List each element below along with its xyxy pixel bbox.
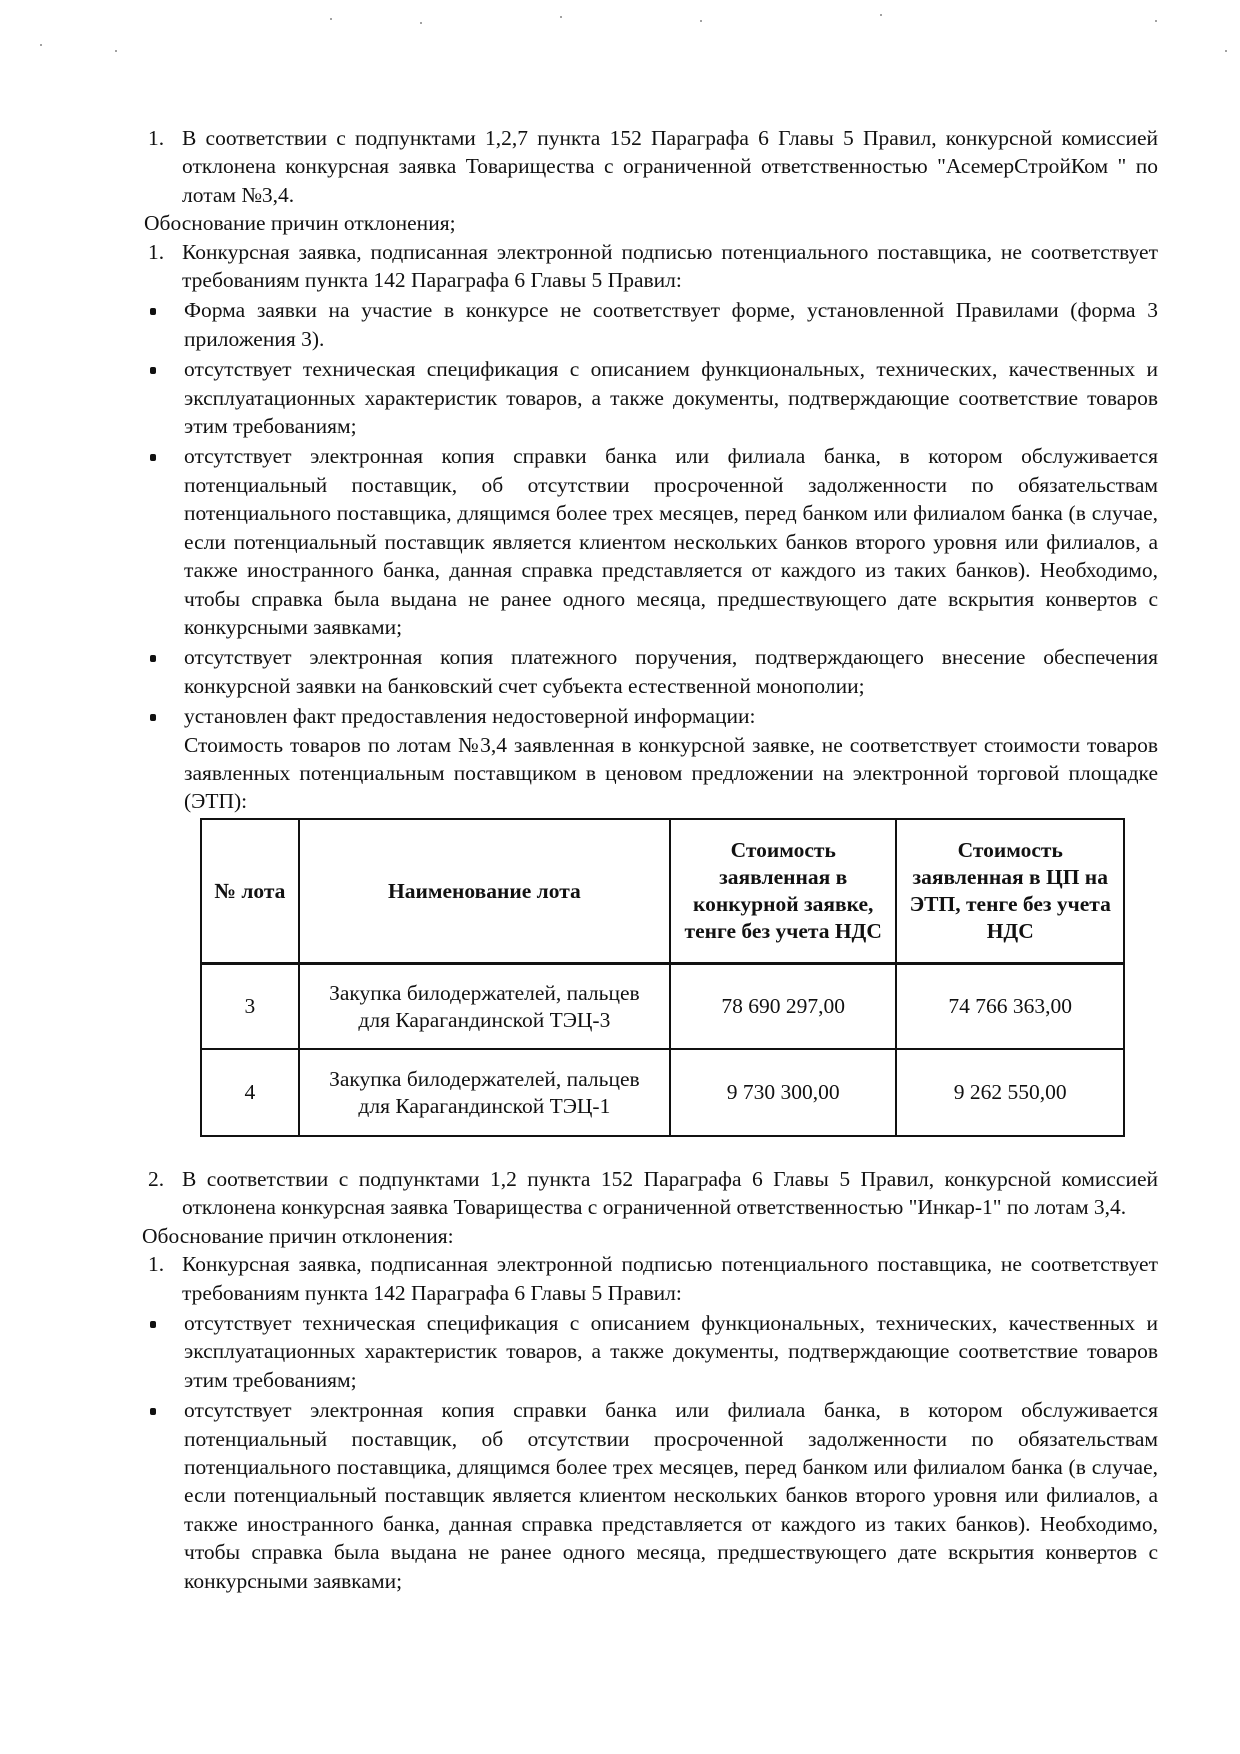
- scan-noise: [700, 20, 702, 22]
- section-1-grounds-heading: Обоснование причин отклонения;: [144, 211, 456, 236]
- section-1-number: 1.: [148, 126, 165, 150]
- bullet-text: отсутствует техническая спецификация с описанием функциональных, технических, качественных и эксплуатационных характеристик товаров, а также документы, подтверждающие соответствие товаров этим требованиям;: [184, 357, 1158, 439]
- cell-etp-cost: 74 766 363,00: [896, 964, 1124, 1050]
- cell-etp-cost: 9 262 550,00: [896, 1049, 1124, 1136]
- section-2-reason-text: Конкурсная заявка, подписанная электронной подписью потенциального поставщика, не соответствует требованиям пункта 142 Параграфа 6 Главы 5 Правил:: [182, 1252, 1158, 1305]
- bullet-text: отсутствует техническая спецификация с описанием функциональных, технических, качественных и эксплуатационных характеристик товаров, а также документы, подтверждающие соответствие товаров этим требованиям;: [184, 1311, 1158, 1392]
- section-2-bullet: [148, 1396, 1158, 1595]
- bullet-icon: [150, 1408, 156, 1415]
- bullet-text: отсутствует электронная копия справки банка или филиала банка, в котором обслуживается потенциальный поставщик, об отсутствии просроченной задолженности по обязательствам потенциального поставщика, длящимся более трех месяцев, перед банком или филиалом банка (в случае, если потенциальный поставщик является клиентом нескольких банков второго уровня или филиалов, а также иностранного банка, данная справка представляется от каждого из таких банков). Необходимо, чтобы справка была выдана не ранее одного месяца, предшествующего дате вскрытия конвертов с конкурсными заявками;: [184, 444, 1158, 639]
- header-etp-cost: Стоимость заявленная в ЦП на ЭТП, тенге без учета НДС: [896, 819, 1124, 964]
- section-1-discrepancy: [148, 731, 1158, 816]
- cell-bid-cost: 9 730 300,00: [670, 1049, 897, 1136]
- bullet-text: Форма заявки на участие в конкурсе не соответствует форме, установленной Правилами (форма 3 приложения 3).: [184, 298, 1158, 351]
- bullet-text: установлен факт предоставления недостоверной информации:: [184, 704, 756, 729]
- section-1: [144, 124, 1158, 816]
- bullet-text: отсутствует электронная копия справки банка или филиала банка, в котором обслуживается потенциальный поставщик, об отсутствии просроченной задолженности по обязательствам потенциального поставщика, длящимся более трех месяцев, перед банком или филиалом банка (в случае, если потенциальный поставщик является клиентом нескольких банков второго уровня или филиалов, а также иностранного банка, данная справка представляется от каждого из таких банков). Необходимо, чтобы справка была выдана не ранее одного месяца, предшествующего дате вскрытия конвертов с конкурсными заявками;: [184, 1398, 1158, 1593]
- section-2-number: 2.: [148, 1167, 165, 1191]
- bullet-text: отсутствует электронная копия платежного поручения, подтверждающего внесение обеспечения конкурсной заявки на банковский счет субъекта естественной монополии;: [184, 645, 1158, 698]
- section-1-bullet: [148, 355, 1158, 440]
- scan-noise: [115, 50, 117, 52]
- header-lot-name: Наименование лота: [299, 819, 670, 964]
- section-2-reason-number: 1.: [148, 1252, 165, 1277]
- section-2-text: В соответствии с подпунктами 1,2 пункта 152 Параграфа 6 Главы 5 Правил, конкурсной комиссией отклонена конкурсная заявка Товарищества с ограниченной ответственностью "Инкар-1" по лотам 3,4.: [182, 1167, 1158, 1220]
- bullet-icon: [150, 1321, 156, 1328]
- section-1-bullet: [148, 702, 1158, 730]
- section-1-bullet: [148, 643, 1158, 700]
- bullet-icon: [150, 367, 156, 374]
- cell-bid-cost: 78 690 297,00: [670, 964, 897, 1050]
- scan-noise: [1225, 50, 1227, 52]
- scan-noise: [1155, 20, 1157, 22]
- lots-price-table: [200, 818, 1125, 1137]
- scan-noise: [560, 16, 562, 18]
- section-1-bullet: [148, 296, 1158, 353]
- table-row: [201, 964, 1124, 1050]
- header-bid-cost: Стоимость заявленная в конкурной заявке, тенге без учета НДС: [670, 819, 897, 964]
- section-1-reason: [148, 238, 1158, 295]
- section-1-text: В соответствии с подпунктами 1,2,7 пункта 152 Параграфа 6 Главы 5 Правил, конкурсной комиссией отклонена конкурсная заявка Товарищества с ограниченной ответственностью "АсемерСтройКом " по лотам №3,4.: [182, 126, 1158, 207]
- table-row: [201, 1049, 1124, 1136]
- cell-lot-name: Закупка билодержателей, пальцев для Карагандинской ТЭЦ-1: [299, 1049, 670, 1136]
- scan-noise: [40, 44, 42, 46]
- bullet-icon: [150, 714, 156, 721]
- cell-lot-number: 3: [201, 964, 299, 1050]
- header-lot-number: № лота: [201, 819, 299, 964]
- cell-lot-name: Закупка билодержателей, пальцев для Карагандинской ТЭЦ-3: [299, 964, 670, 1050]
- scan-noise: [420, 22, 422, 24]
- scan-noise: [880, 14, 882, 16]
- section-1-reason-number: 1.: [148, 239, 165, 264]
- section-1-bullet: [148, 442, 1158, 641]
- section-2-bullet: [148, 1309, 1158, 1394]
- section-2-reason: [148, 1250, 1158, 1307]
- bullet-icon: [150, 454, 156, 461]
- section-2: [142, 1165, 1158, 1595]
- section-1-statement: [148, 124, 1158, 209]
- bullet-icon: [150, 655, 156, 662]
- section-2-statement: [148, 1165, 1158, 1222]
- section-2-grounds-heading: Обоснование причин отклонения:: [142, 1223, 454, 1248]
- section-1-reason-text: Конкурсная заявка, подписанная электронной подписью потенциального поставщика, не соответствует требованиям пункта 142 Параграфа 6 Главы 5 Правил:: [182, 239, 1158, 293]
- table-header-row: [201, 819, 1124, 964]
- discrepancy-text: Стоимость товаров по лотам №3,4 заявленная в конкурсной заявке, не соответствует стоимости товаров заявленных потенциальным поставщиком в ценовом предложении на электронной торговой площадке (ЭТП):: [184, 732, 1158, 814]
- bullet-icon: [150, 308, 156, 315]
- scan-noise: [330, 18, 332, 20]
- cell-lot-number: 4: [201, 1049, 299, 1136]
